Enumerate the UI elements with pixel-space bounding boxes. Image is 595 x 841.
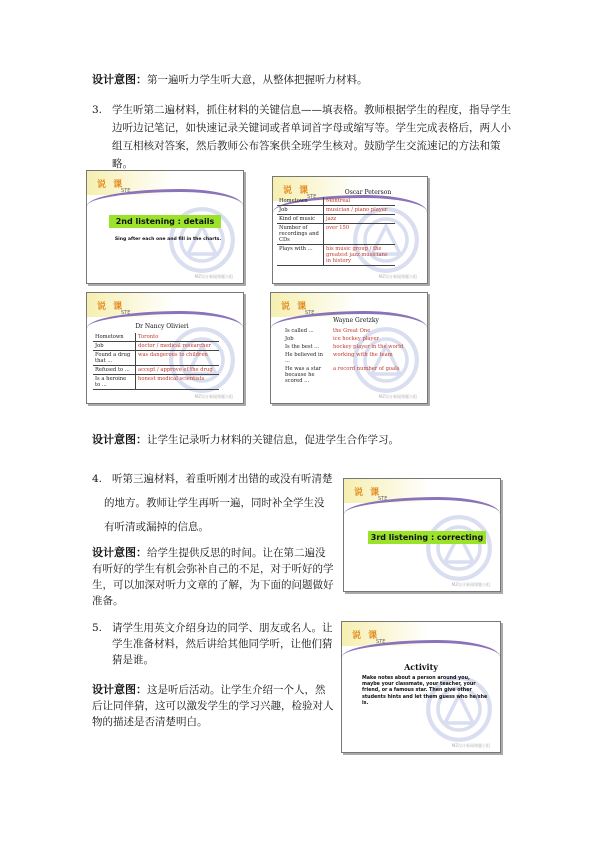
- design-intent-text: 让学生记录听力材料的关键信息，促进学生合作学习。: [147, 434, 399, 446]
- step-line: 略。: [112, 158, 133, 170]
- table-key: Kind of music: [277, 215, 324, 224]
- step-number: 4.: [92, 473, 103, 485]
- slide-logo: 说 课: [97, 180, 125, 190]
- table-key: Refused to ...: [93, 366, 136, 375]
- step-line: 听第三遍材料，着重听刚才出错的或没有听清楚: [112, 473, 333, 485]
- table-key: Found a drug that ...: [93, 351, 136, 366]
- design-intent-text: 生，可以加深对听力文章的了解，为下面的问题做好: [92, 579, 334, 591]
- slide-logo: 说 课: [352, 631, 380, 641]
- slide-footer: MZ设计新闻课题小组: [194, 274, 233, 279]
- step-5: [92, 620, 342, 668]
- table-value: working with the team: [333, 352, 393, 358]
- design-intent-4: [92, 682, 342, 730]
- step-3: [92, 101, 512, 173]
- slide-wayne-gretzky: [270, 292, 428, 404]
- table-key: Job: [277, 206, 324, 215]
- table-key: Hometown: [93, 333, 136, 342]
- step-line: 学生准备材料，然后讲给其他同学听，让他们猜: [112, 638, 333, 650]
- table-value: ice hockey player: [333, 336, 379, 342]
- design-intent-2: [92, 432, 399, 448]
- design-intent-label: 设计意图：: [92, 683, 147, 696]
- table-value: doctor / medical researcher: [136, 342, 220, 351]
- slide-2nd-listening: [86, 170, 244, 284]
- step-line: 的地方。教师让学生再听一遍，同时补全学生没: [104, 497, 325, 509]
- table-value: the Great One: [333, 328, 371, 334]
- table-value: jazz: [324, 215, 396, 224]
- slide-logo: 说 课: [97, 302, 125, 312]
- design-intent-text: 物的描述是否清楚明白。: [92, 716, 208, 728]
- table-key: Is the best ...: [285, 344, 320, 350]
- slide-logo-sub: STE: [121, 188, 131, 194]
- step-line: 猜是谁。: [112, 654, 154, 666]
- table-key: Job: [93, 342, 136, 351]
- slide-subtitle: Sing after each one and fill in the charts.: [114, 237, 222, 242]
- table-value: his music group / the greatest jazz musicians in history: [324, 245, 396, 266]
- design-intent-label: 设计意图：: [92, 546, 147, 559]
- table-value: musician / piano player: [324, 206, 396, 215]
- slide-logo-sub: STE: [121, 310, 131, 316]
- table-key: He believed in ...: [285, 352, 323, 364]
- step-number: 5.: [92, 622, 103, 634]
- table-key: Plays with ...: [277, 245, 324, 266]
- design-intent-3: [92, 545, 342, 609]
- slide-footer: MZ设计新闻课题小组: [451, 582, 490, 587]
- slide-footer: MZ设计新闻课题小组: [378, 394, 417, 399]
- step-line: 学生听第二遍材料，抓住材料的关键信息——填表格。教师根据学生的程度，指导学生: [112, 104, 511, 116]
- slide-logo-sub: STE: [376, 639, 386, 645]
- design-intent-text: 有听好的学生有机会弥补自己的不足，对于听好的学: [92, 563, 334, 575]
- slide-3rd-listening: [343, 478, 501, 592]
- watermark-icon: [424, 513, 494, 583]
- slide-logo-sub: STE: [307, 194, 317, 200]
- slide-logo: 说 课: [354, 488, 382, 498]
- step-line: 组互相核对答案，然后教师公布答案供全班学生核对。鼓励学生交流速记的方法和策: [112, 140, 501, 152]
- design-intent-label: 设计意图：: [92, 73, 147, 86]
- design-intent-text: 给学生提供反思的时间。让在第二遍没: [147, 547, 326, 559]
- table-value: Toronto: [136, 333, 220, 342]
- table-value: honest medical scientists: [136, 375, 220, 390]
- table-value: a record number of goals: [333, 366, 400, 372]
- slide-nancy-olivieri: [86, 292, 244, 404]
- table-value: accept / approve of the drug: [136, 366, 220, 375]
- slide-banner: 3rd listening : correcting: [368, 531, 486, 544]
- table-value: was dangerous to children: [136, 351, 220, 366]
- design-intent-label: 设计意图：: [92, 433, 147, 446]
- slide-footer: MZ设计新闻课题小组: [451, 743, 490, 748]
- slide-table: [93, 333, 219, 390]
- slide-logo: 说 课: [283, 186, 311, 196]
- table-key: Number of recordings and CDs: [277, 224, 324, 245]
- slide-activity: [341, 621, 501, 753]
- slide-table: [283, 327, 415, 385]
- step-line: 有听清或漏掉的信息。: [104, 521, 209, 533]
- slide-title: Oscar Peterson: [344, 189, 392, 196]
- slide-footer: MZ设计新闻课题小组: [378, 274, 417, 279]
- slide-table: [277, 197, 395, 266]
- table-value: Montreal: [324, 197, 396, 206]
- slide-banner: 2nd listening : details: [109, 215, 221, 228]
- step-line: 边听边记笔记，如快速记录关键词或者单词首字母或缩写等。学生完成表格后，两人小: [112, 122, 511, 134]
- step-number: 3.: [92, 104, 103, 116]
- slide-logo: 说 课: [281, 302, 309, 312]
- slide-title: Dr Nancy Olivieri: [135, 323, 189, 330]
- slide-footer: MZ设计新闻课题小组: [194, 394, 233, 399]
- table-key: He was a star because he scored ...: [285, 366, 322, 384]
- table-value: over 150: [324, 224, 396, 245]
- design-intent-text: 后让同伴猜，这可以激发学生的学习兴趣，检验对人: [92, 700, 334, 712]
- design-intent-text: 这是听后活动。让学生介绍一个人，然: [147, 684, 326, 696]
- design-intent-1: [92, 72, 368, 88]
- slide-body: Make notes about a person around you, maybe your classmate, your teacher, your friend, or a famous star. Then give other students hints and let them guess who he/she is.: [362, 676, 488, 706]
- table-key: Is called ...: [285, 328, 314, 334]
- table-key: Hometown: [277, 197, 324, 206]
- slide-logo-sub: STE: [305, 310, 315, 316]
- step-line: 请学生用英文介绍身边的同学、朋友或名人。让: [112, 622, 333, 634]
- step-4: [92, 467, 342, 539]
- table-value: hockey player in the world: [333, 344, 404, 350]
- slide-title: Activity: [404, 662, 438, 672]
- table-key: Job: [285, 336, 294, 342]
- table-key: Is a heroine to ...: [93, 375, 136, 390]
- design-intent-text: 准备。: [92, 595, 124, 607]
- design-intent-text: 第一遍听力学生听大意，从整体把握听力材料。: [147, 74, 368, 86]
- slide-logo-sub: STE: [378, 496, 388, 502]
- slide-oscar-peterson: [272, 176, 428, 284]
- slide-title: Wayne Gretzky: [333, 317, 379, 324]
